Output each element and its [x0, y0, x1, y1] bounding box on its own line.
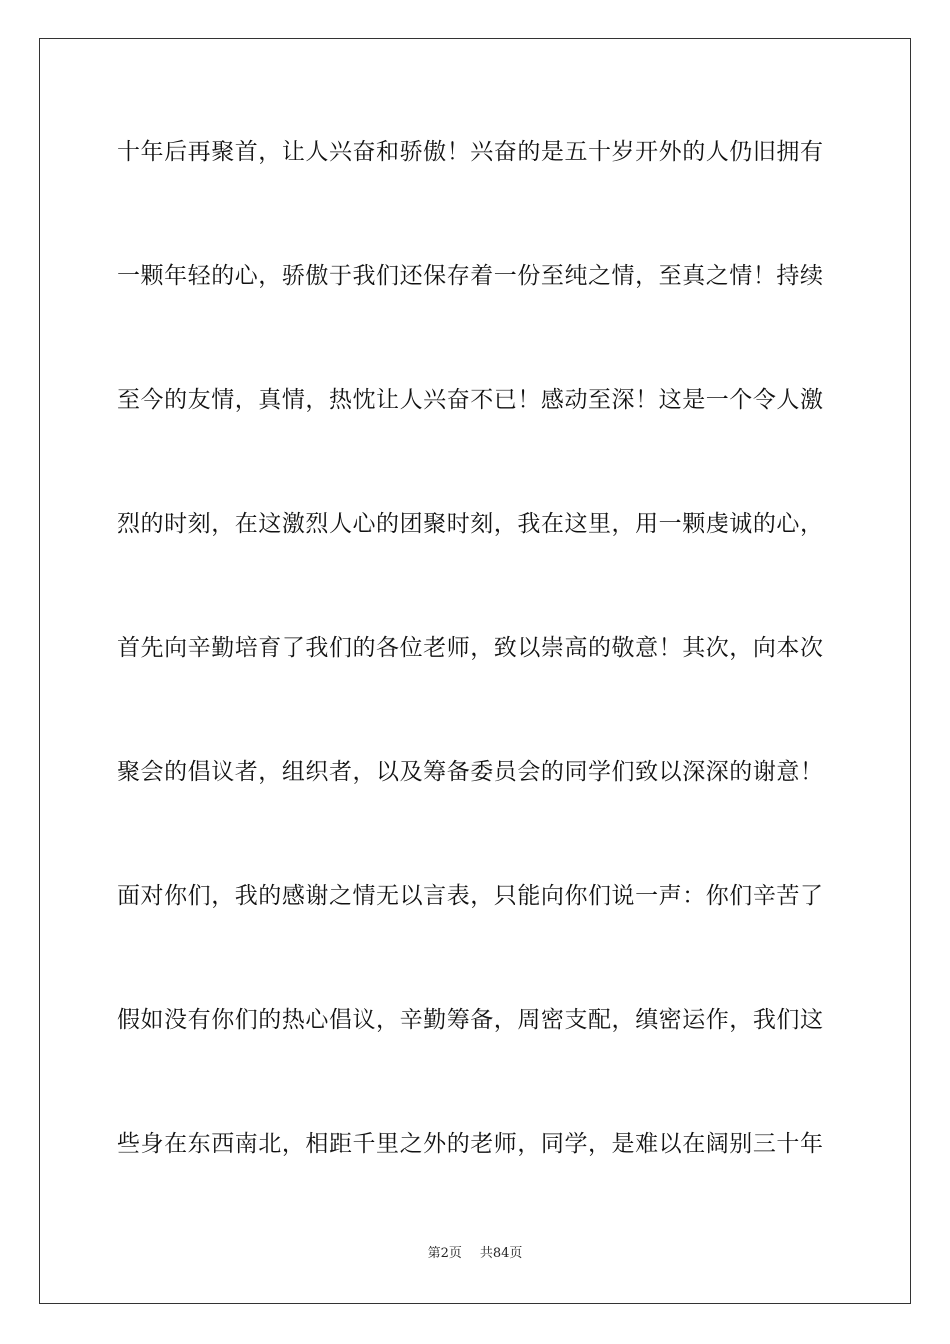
paragraph-line: 十年后再聚首，让人兴奋和骄傲！兴奋的是五十岁开外的人仍旧拥有: [117, 139, 824, 165]
paragraph-line: 聚会的倡议者，组织者，以及筹备委员会的同学们致以深深的谢意！: [117, 759, 824, 785]
paragraph-line: 假如没有你们的热心倡议，辛勤筹备，周密支配，缜密运作，我们这: [117, 1007, 824, 1033]
paragraph-line: 烈的时刻，在这激烈人心的团聚时刻，我在这里，用一颗虔诚的心，: [117, 511, 824, 537]
paragraph-line: 首先向辛勤培育了我们的各位老师，致以崇高的敬意！其次，向本次: [117, 635, 824, 661]
paragraph-line: 至今的友情，真情，热忱让人兴奋不已！感动至深！这是一个令人激: [117, 387, 824, 413]
page-footer: [0, 1245, 950, 1263]
total-pages: 共84页: [479, 1246, 523, 1261]
page-number: 第2页: [427, 1246, 462, 1261]
paragraph-line: 面对你们，我的感谢之情无以言表，只能向你们说一声：你们辛苦了: [117, 883, 824, 909]
paragraph-line: 些身在东西南北，相距千里之外的老师，同学，是难以在阔别三十年: [117, 1131, 824, 1157]
page-border: [39, 38, 911, 1304]
paragraph-line: 一颗年轻的心，骄傲于我们还保存着一份至纯之情，至真之情！持续: [117, 263, 824, 289]
